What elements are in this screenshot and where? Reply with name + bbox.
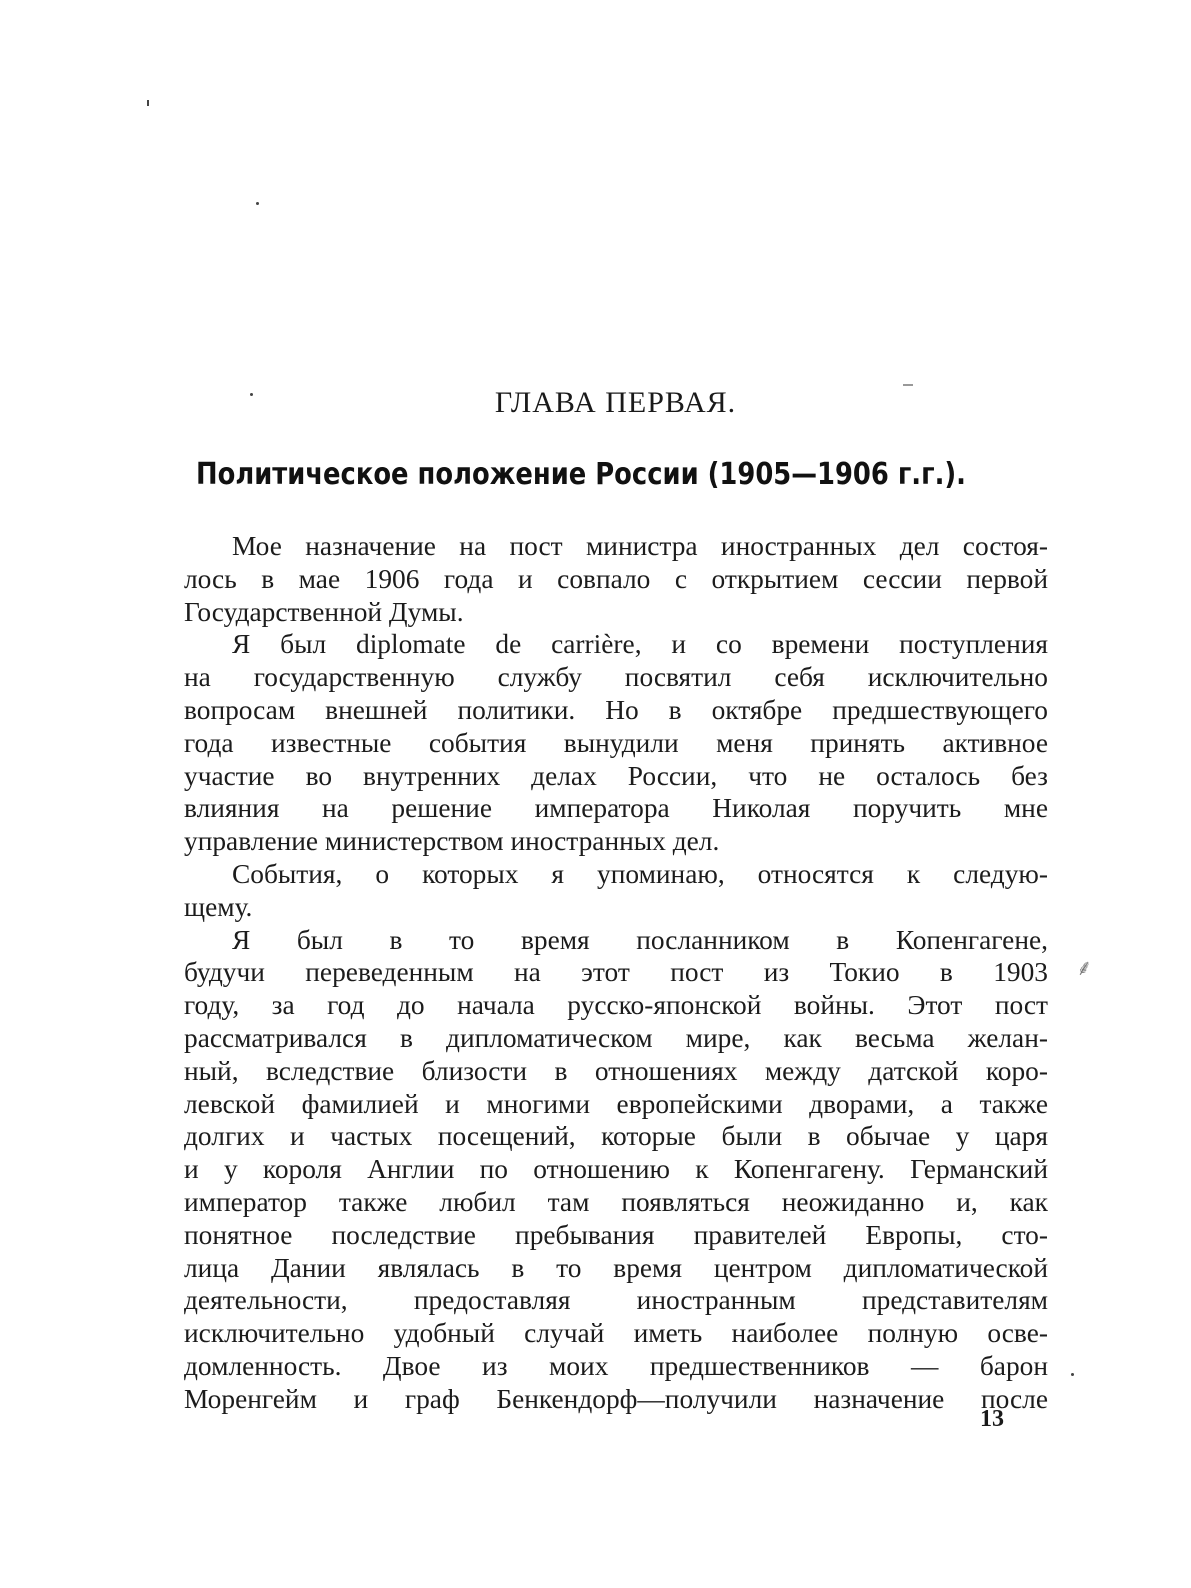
- text-line: щему.: [184, 891, 253, 922]
- text-line: император также любил там появляться неожиданно и, как: [184, 1186, 1048, 1217]
- margin-mark: ⸙: [1076, 956, 1093, 981]
- scan-speck: [903, 384, 913, 386]
- text-line: домленность. Двое из моих предшественников — барон: [184, 1350, 1048, 1381]
- text-line: лось в мае 1906 года и совпало с открытием сессии первой: [184, 563, 1048, 594]
- text-line: Моренгейм и граф Бенкендорф—получили назначение после: [184, 1383, 1048, 1414]
- scan-speck: [256, 202, 259, 205]
- scan-speck: [250, 393, 253, 396]
- body-text: [184, 530, 1048, 1416]
- scan-speck: [1071, 1373, 1074, 1376]
- text-line: Государственной Думы.: [184, 596, 464, 627]
- text-line: на государственную службу посвятил себя исключительно: [184, 662, 1048, 693]
- text-line: долгих и частых посещений, которые были в обычае у царя: [184, 1121, 1048, 1152]
- text-line: управление министерством иностранных дел.: [184, 826, 720, 857]
- text-line: году, за год до начала русско-японской войны. Этот пост: [184, 990, 1048, 1021]
- text-line: События, о которых я упоминаю, относятся к следую-: [232, 858, 1048, 889]
- chapter-title: Политическое положение России (1905—1906 г.г.).: [196, 457, 966, 492]
- text-line: понятное последствие пребывания правителей Европы, сто-: [184, 1219, 1048, 1250]
- text-line: будучи переведенным на этот пост из Токио в 1903: [184, 957, 1048, 988]
- text-line: лица Дании являлась в то время центром дипломатической: [184, 1252, 1048, 1283]
- text-line: вопросам внешней политики. Но в октябре предшествующего: [184, 694, 1048, 725]
- text-line: левской фамилией и многими европейскими дворами, а также: [184, 1088, 1048, 1119]
- page-number: 13: [980, 1406, 1004, 1432]
- text-line: Мое назначение на пост министра иностранных дел состоя-: [232, 531, 1048, 561]
- text-line: влияния на решение императора Николая поручить мне: [184, 793, 1048, 824]
- text-line: исключительно удобный случай иметь наиболее полную осве-: [184, 1318, 1048, 1349]
- text-line: деятельности, предоставляя иностранным представителям: [184, 1285, 1048, 1316]
- text-line: участие во внутренних делах России, что не осталось без: [184, 760, 1048, 791]
- text-line: Я был в то время посланником в Копенгагене,: [232, 924, 1048, 955]
- text-line: ный, вследствие близости в отношениях между датской коро-: [184, 1055, 1048, 1086]
- chapter-label: ГЛАВА ПЕРВАЯ.: [494, 386, 737, 419]
- text-line: Я был diplomate de carrière, и со времени поступления: [232, 629, 1048, 660]
- text-line: рассматривался в дипломатическом мире, как весьма желан-: [184, 1022, 1048, 1053]
- scan-speck: [147, 100, 149, 106]
- text-line: года известные события вынудили меня принять активное: [184, 727, 1048, 758]
- text-line: и у короля Англии по отношению к Копенгагену. Германский: [184, 1154, 1048, 1185]
